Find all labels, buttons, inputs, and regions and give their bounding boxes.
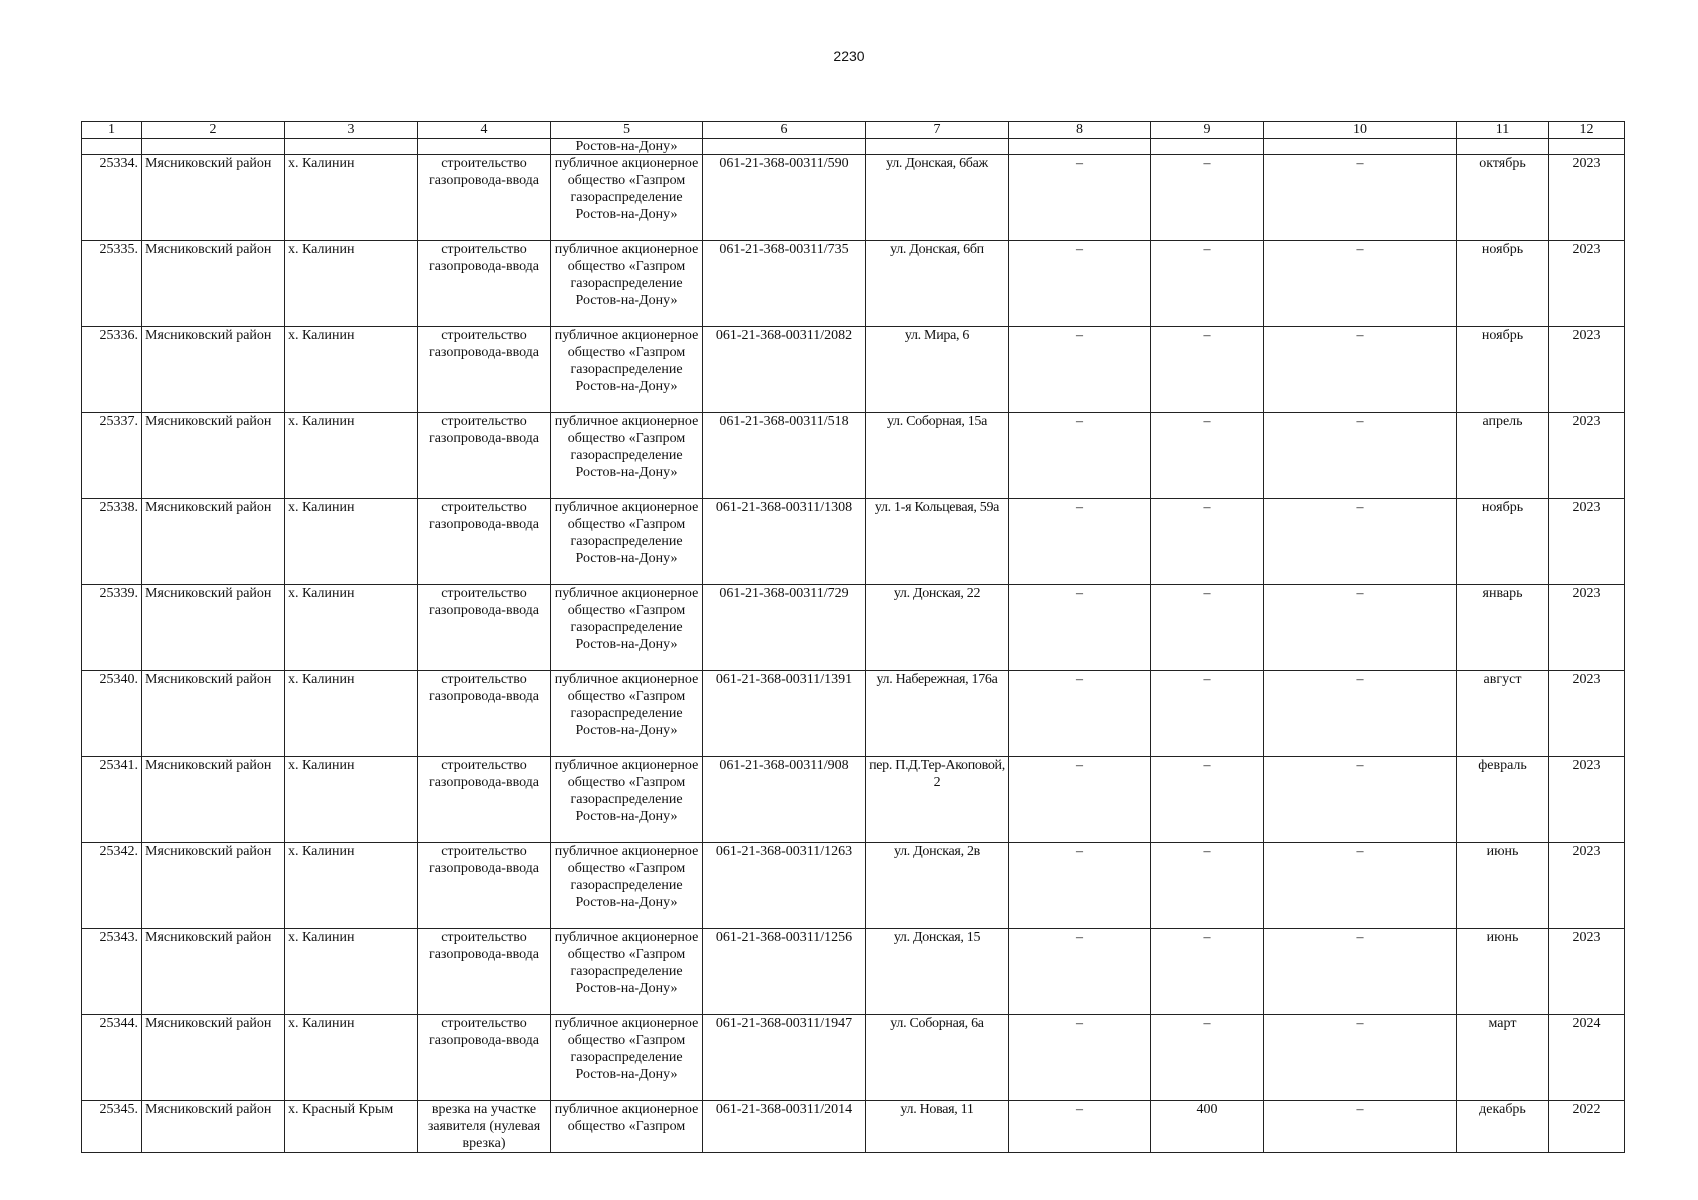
organization-cell: публичное акционерное общество «Газпром газораспределение Ростов-на-Дону» [551, 757, 703, 843]
district-cell: Мясниковский район [142, 1015, 285, 1101]
column-number: 1 [82, 122, 142, 139]
address-cell: ул. Набережная, 176а [866, 671, 1009, 757]
object-code-cell: 061-21-368-00311/518 [703, 413, 866, 499]
work-type-cell: врезка на участке заявителя (нулевая врезка) [418, 1101, 551, 1153]
year-cell: 2023 [1549, 327, 1625, 413]
row-number: 25337. [82, 413, 142, 499]
address-cell: ул. Соборная, 6а [866, 1015, 1009, 1101]
col10-cell: – [1264, 499, 1457, 585]
col10-cell: – [1264, 585, 1457, 671]
table-row [82, 499, 1625, 585]
col10-cell: – [1264, 1101, 1457, 1153]
year-cell: 2023 [1549, 155, 1625, 241]
organization-cell: публичное акционерное общество «Газпром газораспределение Ростов-на-Дону» [551, 843, 703, 929]
organization-cell: публичное акционерное общество «Газпром газораспределение Ростов-на-Дону» [551, 671, 703, 757]
column-number: 4 [418, 122, 551, 139]
address-cell: ул. Донская, 15 [866, 929, 1009, 1015]
object-code-cell: 061-21-368-00311/735 [703, 241, 866, 327]
year-cell: 2023 [1549, 757, 1625, 843]
col10-cell: – [1264, 241, 1457, 327]
work-type-cell: строительство газопровода-ввода [418, 929, 551, 1015]
object-code-cell: 061-21-368-00311/590 [703, 155, 866, 241]
work-type-cell: строительство газопровода-ввода [418, 413, 551, 499]
col8-cell: – [1009, 585, 1151, 671]
work-type-cell: строительство газопровода-ввода [418, 843, 551, 929]
row-number: 25339. [82, 585, 142, 671]
organization-cell: публичное акционерное общество «Газпром газораспределение Ростов-на-Дону» [551, 241, 703, 327]
organization-cell: публичное акционерное общество «Газпром газораспределение Ростов-на-Дону» [551, 499, 703, 585]
row-number: 25338. [82, 499, 142, 585]
settlement-cell: х. Калинин [285, 671, 418, 757]
district-cell: Мясниковский район [142, 241, 285, 327]
district-cell: Мясниковский район [142, 155, 285, 241]
organization-cell: публичное акционерное общество «Газпром [551, 1101, 703, 1153]
settlement-cell: х. Калинин [285, 499, 418, 585]
year-cell: 2024 [1549, 1015, 1625, 1101]
year-cell: 2023 [1549, 241, 1625, 327]
col8-cell: – [1009, 671, 1151, 757]
column-number: 3 [285, 122, 418, 139]
row-number: 25340. [82, 671, 142, 757]
district-cell: Мясниковский район [142, 585, 285, 671]
object-code-cell: 061-21-368-00311/1947 [703, 1015, 866, 1101]
col9-cell: – [1151, 843, 1264, 929]
address-cell: ул. Донская, 6баж [866, 155, 1009, 241]
year-cell: 2023 [1549, 929, 1625, 1015]
col8-cell: – [1009, 499, 1151, 585]
district-cell: Мясниковский район [142, 413, 285, 499]
row-number: 25342. [82, 843, 142, 929]
col8-cell: – [1009, 155, 1151, 241]
district-cell: Мясниковский район [142, 671, 285, 757]
column-number: 10 [1264, 122, 1457, 139]
address-cell: ул. Новая, 11 [866, 1101, 1009, 1153]
object-code-cell: 061-21-368-00311/908 [703, 757, 866, 843]
column-number: 8 [1009, 122, 1151, 139]
col10-cell: – [1264, 413, 1457, 499]
row-number: 25344. [82, 1015, 142, 1101]
table-row [82, 241, 1625, 327]
settlement-cell: х. Калинин [285, 843, 418, 929]
table-row [82, 1101, 1625, 1153]
district-cell: Мясниковский район [142, 757, 285, 843]
settlement-cell: х. Калинин [285, 413, 418, 499]
organization-cell: публичное акционерное общество «Газпром газораспределение Ростов-на-Дону» [551, 1015, 703, 1101]
year-cell: 2023 [1549, 843, 1625, 929]
object-code-cell: 061-21-368-00311/1308 [703, 499, 866, 585]
page-number: 2230 [833, 48, 865, 64]
col9-cell: – [1151, 327, 1264, 413]
month-cell: июнь [1457, 843, 1549, 929]
column-number-row [82, 122, 1625, 139]
work-type-cell: строительство газопровода-ввода [418, 671, 551, 757]
organization-cell: публичное акционерное общество «Газпром газораспределение Ростов-на-Дону» [551, 327, 703, 413]
month-cell: декабрь [1457, 1101, 1549, 1153]
settlement-cell: х. Калинин [285, 327, 418, 413]
table-row [82, 671, 1625, 757]
organization-cell: публичное акционерное общество «Газпром газораспределение Ростов-на-Дону» [551, 413, 703, 499]
object-code-cell: 061-21-368-00311/2014 [703, 1101, 866, 1153]
month-cell: октябрь [1457, 155, 1549, 241]
continuation-row [82, 139, 1625, 155]
table-row [82, 843, 1625, 929]
col9-cell: – [1151, 1015, 1264, 1101]
col9-cell: – [1151, 757, 1264, 843]
col10-cell: – [1264, 843, 1457, 929]
row-number: 25336. [82, 327, 142, 413]
table-row [82, 929, 1625, 1015]
col10-cell: – [1264, 155, 1457, 241]
settlement-cell: х. Калинин [285, 585, 418, 671]
work-type-cell: строительство газопровода-ввода [418, 155, 551, 241]
col10-cell: – [1264, 671, 1457, 757]
object-code-cell: 061-21-368-00311/729 [703, 585, 866, 671]
col8-cell: – [1009, 327, 1151, 413]
col9-cell: – [1151, 241, 1264, 327]
col9-cell: 400 [1151, 1101, 1264, 1153]
year-cell: 2023 [1549, 585, 1625, 671]
col9-cell: – [1151, 929, 1264, 1015]
address-cell: ул. Донская, 6бп [866, 241, 1009, 327]
month-cell: ноябрь [1457, 499, 1549, 585]
row-number: 25345. [82, 1101, 142, 1153]
work-type-cell: строительство газопровода-ввода [418, 1015, 551, 1101]
row-number: 25341. [82, 757, 142, 843]
col9-cell: – [1151, 155, 1264, 241]
column-number: 12 [1549, 122, 1625, 139]
year-cell: 2022 [1549, 1101, 1625, 1153]
object-code-cell: 061-21-368-00311/1391 [703, 671, 866, 757]
work-type-cell: строительство газопровода-ввода [418, 585, 551, 671]
col10-cell: – [1264, 929, 1457, 1015]
col8-cell: – [1009, 843, 1151, 929]
address-cell: пер. П.Д.Тер-Акоповой, 2 [866, 757, 1009, 843]
settlement-cell: х. Калинин [285, 757, 418, 843]
col8-cell: – [1009, 929, 1151, 1015]
col8-cell: – [1009, 1101, 1151, 1153]
district-cell: Мясниковский район [142, 1101, 285, 1153]
col9-cell: – [1151, 671, 1264, 757]
month-cell: июнь [1457, 929, 1549, 1015]
settlement-cell: х. Красный Крым [285, 1101, 418, 1153]
table-row [82, 327, 1625, 413]
month-cell: февраль [1457, 757, 1549, 843]
district-cell: Мясниковский район [142, 843, 285, 929]
col8-cell: – [1009, 1015, 1151, 1101]
col10-cell: – [1264, 1015, 1457, 1101]
continuation-org: Ростов-на-Дону» [551, 139, 703, 155]
object-code-cell: 061-21-368-00311/2082 [703, 327, 866, 413]
month-cell: апрель [1457, 413, 1549, 499]
organization-cell: публичное акционерное общество «Газпром газораспределение Ростов-на-Дону» [551, 929, 703, 1015]
district-cell: Мясниковский район [142, 499, 285, 585]
table-row [82, 413, 1625, 499]
col9-cell: – [1151, 499, 1264, 585]
address-cell: ул. Донская, 2в [866, 843, 1009, 929]
settlement-cell: х. Калинин [285, 155, 418, 241]
organization-cell: публичное акционерное общество «Газпром газораспределение Ростов-на-Дону» [551, 585, 703, 671]
table-row [82, 155, 1625, 241]
month-cell: ноябрь [1457, 327, 1549, 413]
settlement-cell: х. Калинин [285, 929, 418, 1015]
column-number: 6 [703, 122, 866, 139]
month-cell: январь [1457, 585, 1549, 671]
gas-pipeline-table [81, 121, 1625, 1153]
address-cell: ул. Донская, 22 [866, 585, 1009, 671]
work-type-cell: строительство газопровода-ввода [418, 241, 551, 327]
col10-cell: – [1264, 327, 1457, 413]
column-number: 5 [551, 122, 703, 139]
row-number: 25335. [82, 241, 142, 327]
column-number: 11 [1457, 122, 1549, 139]
col8-cell: – [1009, 757, 1151, 843]
col10-cell: – [1264, 757, 1457, 843]
table-row [82, 585, 1625, 671]
district-cell: Мясниковский район [142, 327, 285, 413]
settlement-cell: х. Калинин [285, 1015, 418, 1101]
work-type-cell: строительство газопровода-ввода [418, 499, 551, 585]
year-cell: 2023 [1549, 413, 1625, 499]
object-code-cell: 061-21-368-00311/1263 [703, 843, 866, 929]
row-number: 25334. [82, 155, 142, 241]
object-code-cell: 061-21-368-00311/1256 [703, 929, 866, 1015]
column-number: 7 [866, 122, 1009, 139]
work-type-cell: строительство газопровода-ввода [418, 327, 551, 413]
col9-cell: – [1151, 585, 1264, 671]
organization-cell: публичное акционерное общество «Газпром газораспределение Ростов-на-Дону» [551, 155, 703, 241]
col8-cell: – [1009, 413, 1151, 499]
month-cell: март [1457, 1015, 1549, 1101]
address-cell: ул. 1-я Кольцевая, 59а [866, 499, 1009, 585]
row-number: 25343. [82, 929, 142, 1015]
col9-cell: – [1151, 413, 1264, 499]
year-cell: 2023 [1549, 499, 1625, 585]
address-cell: ул. Соборная, 15а [866, 413, 1009, 499]
column-number: 2 [142, 122, 285, 139]
month-cell: август [1457, 671, 1549, 757]
table-row [82, 1015, 1625, 1101]
work-type-cell: строительство газопровода-ввода [418, 757, 551, 843]
month-cell: ноябрь [1457, 241, 1549, 327]
col8-cell: – [1009, 241, 1151, 327]
settlement-cell: х. Калинин [285, 241, 418, 327]
district-cell: Мясниковский район [142, 929, 285, 1015]
year-cell: 2023 [1549, 671, 1625, 757]
table-row [82, 757, 1625, 843]
address-cell: ул. Мира, 6 [866, 327, 1009, 413]
column-number: 9 [1151, 122, 1264, 139]
